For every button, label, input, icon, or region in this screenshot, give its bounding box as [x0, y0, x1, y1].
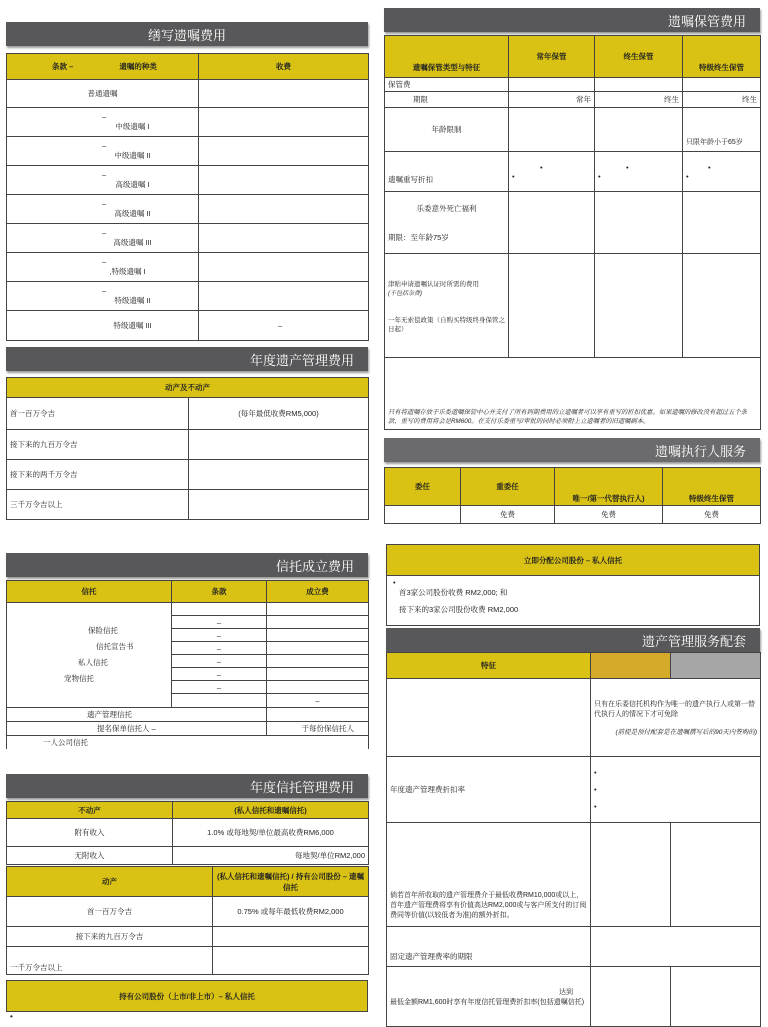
will-fee-cell: [199, 282, 369, 311]
col-custody-type: 遗嘱保管类型与特征: [385, 36, 509, 78]
immediate-distribution-header: [386, 544, 760, 576]
annual-trust-table: [6, 801, 369, 865]
will-type-label: ,特级遗嘱 I: [109, 267, 146, 276]
movable-header: 动产: [7, 867, 213, 897]
age-note: 只限年龄小于65岁: [683, 108, 761, 152]
no-claim-policy: 一年无索偿政策（自购买特级终身保管之日起）: [388, 316, 505, 333]
row-annual-discount: 年度遗产管理费折扣率: [387, 757, 591, 823]
package-gold-col: [591, 653, 671, 679]
trust-setup-title-text: 信托成立费用: [275, 558, 354, 574]
row-fixed-period: 固定遗产管理费率的期限: [387, 927, 591, 967]
executor-title: [384, 438, 760, 462]
package-gray-col: [671, 653, 761, 679]
will-fee-cell: [199, 311, 369, 341]
no-income-fee: 每地契/单位RM2,000: [173, 847, 369, 865]
next-three-companies: 接下来的3家公司股份收费 RM2,000: [399, 605, 519, 614]
custody-title-text: 遗嘱保管费用: [667, 13, 746, 29]
col-setup-fee: 成立费: [267, 581, 369, 603]
executor-free: 免费: [555, 506, 663, 524]
will-type-label: 特级遗嘱 III: [113, 321, 152, 330]
shares-title: 持有公司股份（上市/非上市）– 私人信托: [119, 991, 255, 1001]
will-row-5: [7, 195, 199, 224]
custody-table: [384, 35, 761, 430]
col-sole-executor: 唯一/第一代替执行人): [555, 468, 663, 506]
estate-tier-label: 接下来的两千万令吉: [7, 460, 189, 490]
nominee-trustee: 提名保单信托人 –: [7, 722, 267, 736]
will-writing-title: [6, 22, 368, 46]
will-type-label: 中级遗嘱 I: [115, 122, 150, 131]
row-first-year-cap: 倘若首年所收取的遗产管理费介于最低收费RM10,000或以上，首年遗产管理费将享有价值高达RM2,000或与客户所支付的订阅费同等价值(以较低者为准)的额外折扣。: [387, 823, 591, 927]
estate-tier-fee: [189, 460, 369, 490]
dash: –: [102, 199, 107, 208]
exempt-condition: (前提是预付配套是在遗嘱撰写后的90天内签购的): [615, 729, 757, 736]
col-clause: 条款 –: [52, 62, 74, 71]
nominee-fee: 于每份保信托人: [267, 722, 369, 736]
immovable-note: (私人信托和遗嘱信托): [173, 802, 369, 819]
bullet-icon: •: [10, 1012, 13, 1021]
will-row-6: [7, 224, 199, 253]
bullet-icon: •: [512, 171, 515, 181]
will-type-label: 中级遗嘱 II: [114, 151, 151, 160]
estate-tier-label: 首一百万令吉: [7, 398, 189, 430]
subsidy-note: (不包括杂费): [388, 290, 422, 297]
col-clause: 条款: [172, 581, 267, 603]
executor-free: 免费: [461, 506, 555, 524]
trust-tier-label: 首一百万令吉: [7, 897, 213, 927]
annual-trust-title-text: 年度信托管理费用: [249, 779, 354, 795]
dash: –: [172, 642, 267, 655]
immediate-distribution-body: [386, 576, 760, 626]
row-min-amount: [387, 967, 591, 1027]
shares-private-trust: [6, 980, 368, 1012]
trust-tier-fee: [213, 947, 369, 975]
bullet-icon: •: [594, 785, 597, 794]
col-fee: 收费: [199, 54, 369, 80]
annual-trust-title: [6, 774, 368, 798]
min-text: 最低金额RM1,600时享有年度信托管理费折扣率(包括遗嘱信托): [390, 998, 585, 1006]
no-income-label: 无附收入: [7, 847, 173, 865]
bullet-icon: •: [686, 171, 689, 181]
will-type-label: 普通遗嘱: [87, 89, 118, 98]
trust-tier-fee: [213, 927, 369, 947]
trust-types: [7, 603, 172, 708]
col-appoint: 委任: [385, 468, 461, 506]
one-person-company-trust: 一人公司信托: [7, 736, 369, 750]
will-type-label: 高级遗嘱 II: [114, 209, 151, 218]
dash: –: [102, 257, 107, 266]
exemption-cell: [591, 679, 761, 757]
will-writing-table: [6, 53, 369, 341]
trust-tier-fee: 0.75% 或每年最低收费RM2,000: [213, 897, 369, 927]
rewrite-premium: [683, 152, 761, 192]
trust-setup-title: [6, 553, 368, 577]
will-writing-title-text: 缮写遗嘱费用: [147, 27, 226, 43]
rewrite-annual: [509, 152, 595, 192]
bullet-icon: •: [598, 171, 601, 181]
bullet-icon: •: [393, 578, 396, 587]
term-premium: 终生: [683, 92, 761, 108]
row-subsidy: [385, 254, 509, 358]
will-row-3: [7, 137, 199, 166]
dash: –: [172, 668, 267, 681]
will-row-4: [7, 166, 199, 195]
custody-footnote: 只有将遗嘱存放于乐委遗嘱保管中心并支付了所有到期费用的立遗嘱者可以享有重写的折扣优惠。如果遗嘱的修改没有超过五个条款，重写的费用将会是RM600。在支付乐委重写/审批的同时必须附上立遗嘱者的旧遗嘱副本。: [385, 358, 761, 430]
will-type-label: 特级遗嘱 II: [114, 296, 151, 305]
dash: –: [172, 655, 267, 668]
will-fee-cell: [199, 108, 369, 137]
term-lifetime: 终生: [595, 92, 683, 108]
insurance-trust: 保险信托: [88, 626, 118, 635]
accident-label: 乐委意外死亡福利: [416, 203, 477, 213]
row-term: 期限: [385, 92, 509, 108]
will-fee-cell: [199, 80, 369, 108]
dash: –: [102, 112, 107, 121]
executor-table: [384, 467, 761, 524]
estate-tier-fee: (每年最低收费RM5,000): [189, 398, 369, 430]
bullet-icon: •: [540, 162, 543, 172]
will-row-2: [7, 108, 199, 137]
annual-estate-title: [6, 347, 368, 371]
dash: –: [172, 616, 267, 629]
col-annual: 常年保管: [509, 36, 595, 78]
will-type-label: 高级遗嘱 I: [115, 180, 150, 189]
col-premium: 特级终生保管: [663, 468, 761, 506]
package-title: [386, 628, 760, 652]
bullet-icon: •: [708, 162, 711, 172]
executor-title-text: 遗嘱执行人服务: [654, 443, 746, 459]
executor-free: 免费: [663, 506, 761, 524]
term-annual: 常年: [509, 92, 595, 108]
will-row-9: [7, 311, 199, 341]
estate-tier-fee: [189, 490, 369, 520]
will-fee-cell: [199, 195, 369, 224]
col-reappoint: 重委任: [461, 468, 555, 506]
min-prefix: 达到: [559, 988, 573, 996]
declaration-trust: 信托宣告书: [96, 642, 134, 651]
estate-tier-fee: [189, 430, 369, 460]
bullet-icon: •: [626, 162, 629, 172]
col-will-type: 遗嘱的种类: [119, 62, 157, 71]
exempt-note: 只有在乐委信托机构作为唯一的遗产执行人或第一替代执行人的情况下才可免除: [594, 701, 755, 718]
dash: –: [102, 286, 107, 295]
bullet-icon: •: [594, 802, 597, 811]
will-fee-cell: [199, 137, 369, 166]
dash: –: [278, 321, 283, 330]
row-age-limit: 年龄限制: [385, 108, 509, 152]
annual-estate-title-text: 年度遗产管理费用: [249, 352, 354, 368]
will-writing-header: [7, 54, 199, 80]
trust-tier-label: 一千万令吉以上: [7, 947, 213, 975]
discount-bullets: [591, 757, 761, 823]
col-trust: 信托: [7, 581, 172, 603]
will-type-label: 高级遗嘱 III: [113, 238, 152, 247]
dash: –: [172, 681, 267, 694]
col-premium-lifetime: 特级终生保管: [683, 36, 761, 78]
estate-admin-trust: 遗产管理信托: [7, 708, 267, 722]
will-fee-cell: [199, 253, 369, 282]
dash: –: [102, 228, 107, 237]
will-fee-cell: [199, 166, 369, 195]
trust-tier-label: 接下来的九百万令吉: [7, 927, 213, 947]
will-row-1: [7, 80, 199, 108]
package-table: [386, 652, 761, 1027]
col-lifetime: 终生保管: [595, 36, 683, 78]
bullet-icon: •: [594, 768, 597, 777]
dash: –: [267, 694, 369, 708]
pet-trust: 宠物信托: [64, 674, 94, 683]
dash: –: [172, 629, 267, 642]
estate-tier-label: 三千万令吉以上: [7, 490, 189, 520]
movable-immovable-header: 动产及不动产: [7, 378, 369, 398]
will-row-7: [7, 253, 199, 282]
subsidy-label: 津贴申请遗嘱认证时所需的费用: [388, 280, 479, 288]
row-rewrite-discount: 遗嘱重写折扣: [385, 152, 509, 192]
private-trust: 私人信托: [78, 658, 108, 667]
with-income-fee: 1.0% 或每地契/单位最高收费RM6,000: [173, 819, 369, 847]
immediate-distribution-title: 立即分配公司股份 – 私人信托: [523, 555, 623, 565]
row-custody-fee: 保管费: [385, 78, 509, 92]
custody-title: [384, 8, 760, 32]
estate-tier-label: 接下来的九百万令吉: [7, 430, 189, 460]
with-income-label: 附有收入: [7, 819, 173, 847]
movable-note: (私人信托和遗嘱信托) / 持有公司股份 – 遗嘱信托: [213, 867, 369, 897]
dash: –: [102, 170, 107, 179]
row-accident-benefit: [385, 192, 509, 254]
dash: –: [102, 141, 107, 150]
package-title-text: 遗产管理服务配套: [641, 633, 746, 649]
first-three-companies: 首3家公司股份收费 RM2,000; 和: [399, 588, 508, 597]
accident-term: 期限：至年龄75岁: [388, 232, 449, 242]
col-feature: 特征: [387, 653, 591, 679]
immovable-header: 不动产: [7, 802, 173, 819]
will-fee-cell: [199, 224, 369, 253]
will-row-8: [7, 282, 199, 311]
rewrite-lifetime: [595, 152, 683, 192]
trust-setup-table: [6, 580, 369, 749]
annual-trust-movable-table: [6, 866, 369, 975]
annual-estate-table: [6, 377, 369, 520]
